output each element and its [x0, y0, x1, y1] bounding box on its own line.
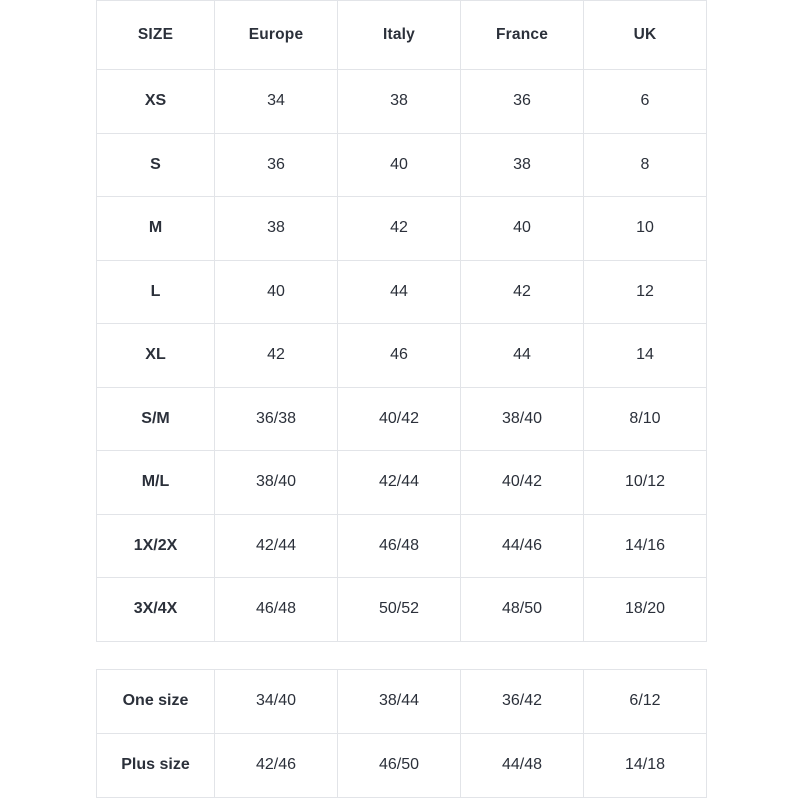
row-label: 3X/4X	[97, 578, 215, 642]
cell-uk: 8	[584, 133, 707, 197]
row-label-one-size: One size	[97, 669, 215, 733]
main-size-conversion-table	[96, 0, 707, 642]
table-row	[97, 197, 707, 261]
cell-france: 44	[461, 324, 584, 388]
cell-italy: 40	[338, 133, 461, 197]
table-row	[97, 260, 707, 324]
cell-france: 48/50	[461, 578, 584, 642]
cell-europe: 40	[215, 260, 338, 324]
cell-uk: 10/12	[584, 451, 707, 515]
cell-europe: 38	[215, 197, 338, 261]
cell-italy: 38	[338, 70, 461, 134]
cell-italy: 46/50	[338, 733, 461, 797]
cell-uk: 6/12	[584, 669, 707, 733]
cell-uk: 10	[584, 197, 707, 261]
cell-europe: 42/44	[215, 514, 338, 578]
cell-europe: 42/46	[215, 733, 338, 797]
cell-uk: 8/10	[584, 387, 707, 451]
cell-france: 44/48	[461, 733, 584, 797]
cell-italy: 46	[338, 324, 461, 388]
column-header-italy: Italy	[338, 1, 461, 70]
column-header-europe: Europe	[215, 1, 338, 70]
row-label: S/M	[97, 387, 215, 451]
cell-europe: 42	[215, 324, 338, 388]
cell-italy: 42/44	[338, 451, 461, 515]
cell-uk: 6	[584, 70, 707, 134]
table-row	[97, 733, 707, 797]
row-label: M/L	[97, 451, 215, 515]
cell-france: 38/40	[461, 387, 584, 451]
cell-france: 36/42	[461, 669, 584, 733]
row-label: M	[97, 197, 215, 261]
cell-europe: 46/48	[215, 578, 338, 642]
cell-france: 40/42	[461, 451, 584, 515]
table-row	[97, 514, 707, 578]
row-label: 1X/2X	[97, 514, 215, 578]
cell-europe: 34	[215, 70, 338, 134]
row-label-plus-size: Plus size	[97, 733, 215, 797]
table-header-row	[97, 1, 707, 70]
cell-italy: 38/44	[338, 669, 461, 733]
cell-france: 38	[461, 133, 584, 197]
cell-europe: 34/40	[215, 669, 338, 733]
table-row	[97, 669, 707, 733]
table-row	[97, 451, 707, 515]
cell-uk: 14/16	[584, 514, 707, 578]
cell-europe: 36	[215, 133, 338, 197]
cell-italy: 40/42	[338, 387, 461, 451]
cell-uk: 14/18	[584, 733, 707, 797]
cell-uk: 14	[584, 324, 707, 388]
cell-france: 40	[461, 197, 584, 261]
cell-italy: 44	[338, 260, 461, 324]
table-row	[97, 578, 707, 642]
cell-italy: 42	[338, 197, 461, 261]
cell-uk: 18/20	[584, 578, 707, 642]
table-row	[97, 387, 707, 451]
table-row	[97, 70, 707, 134]
cell-italy: 50/52	[338, 578, 461, 642]
row-label: XS	[97, 70, 215, 134]
row-label: L	[97, 260, 215, 324]
column-header-france: France	[461, 1, 584, 70]
cell-uk: 12	[584, 260, 707, 324]
table-row	[97, 324, 707, 388]
table-row	[97, 133, 707, 197]
cell-europe: 36/38	[215, 387, 338, 451]
cell-france: 36	[461, 70, 584, 134]
column-header-uk: UK	[584, 1, 707, 70]
cell-france: 42	[461, 260, 584, 324]
row-label: XL	[97, 324, 215, 388]
cell-italy: 46/48	[338, 514, 461, 578]
cell-europe: 38/40	[215, 451, 338, 515]
grouped-size-conversion-table	[96, 669, 707, 798]
cell-france: 44/46	[461, 514, 584, 578]
column-header-size: SIZE	[97, 1, 215, 70]
row-label: S	[97, 133, 215, 197]
